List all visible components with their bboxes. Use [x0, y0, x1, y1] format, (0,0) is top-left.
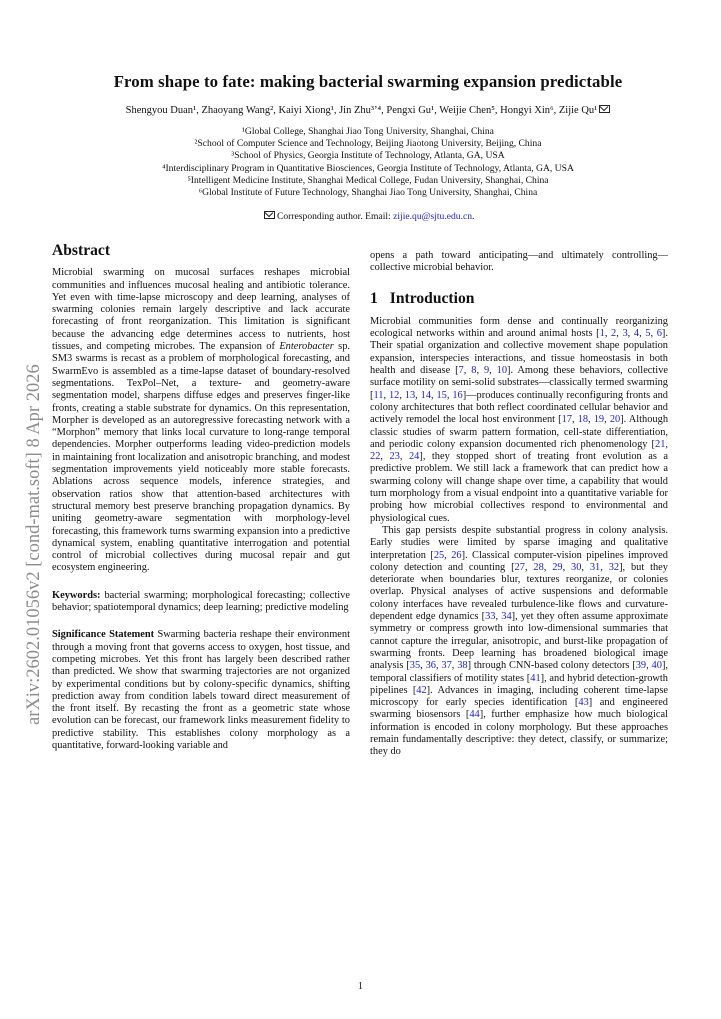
- abstract-text: Microbial swarming on mucosal surfaces reshapes microbial communities and influences mucosal healing and antibiotic tolerance. Yet even with time-lapse microscopy and deep learning, analyses of swarming colonies remain largely descriptive and lack accurate forecasting of front reorganization. This limitation is significant because the advancing edge determines access to nutrients, host tissues, and competing microbes. The expansion of: [52, 267, 350, 353]
- citation-link[interactable]: 27: [514, 561, 525, 573]
- page-number: 1: [357, 981, 364, 992]
- abstract-species: Enterobacter: [279, 341, 334, 353]
- citation-link[interactable]: 1: [599, 328, 605, 340]
- citation-link[interactable]: 21: [655, 438, 666, 450]
- citation-link[interactable]: 2: [611, 328, 617, 340]
- citation-link[interactable]: 43: [578, 697, 589, 709]
- section-title: Introduction: [389, 289, 475, 307]
- corresponding-text: Corresponding author. Email:: [274, 211, 394, 222]
- affiliations: [60, 126, 676, 199]
- citation-link[interactable]: 41: [530, 672, 541, 684]
- left-column: [52, 242, 351, 752]
- keywords: [52, 590, 350, 615]
- abstract-text-rest: sp. SM3 swarms is recast as a problem of morphological forecasting, and SwarmEvo is assembled as a time-lapse dataset of boundary-resolved segmentations. TexPol–Net, a texture- and geometry-aware segmentation model, sharpens diffuse edges and preserves finger-like fronts, creating a stable substrate for dynamics. On this representation, Morpher is developed as an autoregressive forecasting network with a “Morphon” memory that links local curvature to long-range temporal dependencies. Morpher outperforms leading video-prediction models in maintaining front localization and anisotropic branching, and modest segmentation improvements yield noticeably more stable forecasts. Ablations across sequence models, inference strategies, and observation ratios show that attention-based architectures with structural memory best preserve branching propagation dynamics. By uniting geometry-aware segmentation with morphology-level forecasting, this framework turns swarming expansion into a predictive dynamical system, enabling quantitative interrogation and potential control of microbial collectives during mucosal repair and gut ecosystem engineering.: [52, 341, 351, 574]
- citation-link[interactable]: 20: [609, 414, 621, 426]
- citation-link[interactable]: 44: [469, 709, 480, 721]
- affiliation: ⁶Global Institute of Future Technology, Shanghai Jiao Tong University, Shanghai, China: [198, 187, 538, 199]
- envelope-icon: [264, 211, 275, 219]
- citation-link[interactable]: 35: [409, 660, 421, 672]
- citation-link[interactable]: 19: [593, 414, 605, 426]
- citation-link[interactable]: 12: [388, 389, 400, 401]
- keywords-text: bacterial swarming; morphological forecasting; collective behavior; spatiotemporal dynamics; deep learning; predictive modeling: [52, 589, 350, 614]
- citation-link[interactable]: 15: [436, 389, 447, 401]
- right-column: [370, 250, 668, 759]
- citation-link[interactable]: 8: [471, 365, 477, 377]
- keywords-label: Keywords:: [52, 589, 101, 601]
- affiliation: ⁴Interdisciplinary Program in Quantitative Biosciences, Georgia Institute of Technology, Atlanta, GA, USA: [162, 162, 574, 174]
- citation-link[interactable]: 36: [425, 660, 436, 672]
- citation-link[interactable]: 10: [496, 365, 508, 377]
- author-names: Shengyou Duan¹, Zhaoyang Wang², Kaiyi Xiong¹, Jin Zhu³ʼ⁴, Pengxi Gu¹, Weijie Chen⁵, Hongyi Xin⁶, Zijie Qu¹: [125, 105, 598, 116]
- citation-link[interactable]: 34: [501, 611, 512, 623]
- citation-link[interactable]: 24: [408, 451, 420, 463]
- intro-paragraph-1: Microbial communities form dense and continually reorganizing ecological networks within and around animal hosts [1, 2, 3, 4, 5, 6]. Their spatial organization and collective movement shape population expansion, interspecies interactions, and tissue homeostasis in both health and disease [7, 8, 9, 10]. Among these behaviors, collective surface motility on semi-solid substrates—classically termed swarming [11, 12, 13, 14, 15, 16]—produces continually reconfiguring fronts and colony architectures that both reflect coordinated cellular behavior and actively remodel the local host environment [17, 18, 19, 20]. Although classic studies of swarm pattern formation, cell-state differentiation, and periodic colony expansion documented rich phenomenology [21, 22, 23, 24], they stopped short of treating front evolution as a predictive problem. We still lack a framework that can predict how a swarming colony will change shape over time, a capability that would turn morphology from a visual endpoint into a quantitative variable for probing how microbial collectives respond to environmental and physiological cues.: [370, 315, 669, 524]
- citation-link[interactable]: 42: [416, 684, 427, 696]
- citation-link[interactable]: 22: [370, 451, 381, 463]
- introduction-heading: [370, 289, 668, 307]
- corresponding-end: .: [472, 211, 475, 222]
- citation-link[interactable]: 6: [656, 328, 662, 340]
- citation-link[interactable]: 25: [433, 549, 445, 561]
- citation-link[interactable]: 32: [608, 561, 620, 573]
- citation-link[interactable]: 31: [589, 561, 601, 573]
- citation-link[interactable]: 39: [635, 660, 647, 672]
- significance-statement: [52, 629, 350, 752]
- email-link[interactable]: zijie.qu@sjtu.edu.cn: [393, 211, 473, 222]
- citation-link[interactable]: 30: [571, 561, 582, 573]
- citation-link[interactable]: 33: [485, 611, 496, 623]
- significance-label: Significance Statement: [52, 629, 155, 641]
- citation-link[interactable]: 11: [373, 389, 384, 401]
- affiliation: ³School of Physics, Georgia Institute of Technology, Atlanta, GA, USA: [231, 150, 505, 162]
- paper-title: From shape to fate: making bacterial swarming expansion predictable: [113, 72, 623, 91]
- citation-link[interactable]: 14: [420, 389, 432, 401]
- citation-link[interactable]: 13: [404, 389, 416, 401]
- citation-link[interactable]: 18: [577, 414, 589, 426]
- affiliation: ²School of Computer Science and Technology, Beijing Jiaotong University, Beijing, China: [194, 138, 542, 150]
- intro-paragraph-2: This gap persists despite substantial progress in colony analysis. Early studies were limited by sparse imaging and qualitative interpretation [25, 26]. Classical computer-vision pipelines improved colony detection and counting [27, 28, 29, 30, 31, 32], but they deteriorate when boundaries blur, textures reorganize, or colonies overlap. Physical analyses of active suspensions and deformable colony interfaces have revealed turbulence-like flows and curvature-dependent edge dynamics [33, 34], yet they often assume approximate symmetry or compress growth into low-dimensional summaries that cannot capture the irregular, anisotropic, and burst-like propagation of swarming fronts. Deep learning has broadened biological image analysis [35, 36, 37, 38] through CNN-based colony detectors [39, 40], temporal classifiers of motility states [41], and hybrid detection-growth pipelines [42]. Advances in imaging, including coherent time-lapse microscopy for early species identification [43] and engineered swarming biosensors [44], further emphasize how much biological information is encoded in colony morphology. But these approaches remain fundamentally descriptive: they detect, classify, or summarize; they do: [370, 524, 668, 758]
- citation-link[interactable]: 5: [645, 328, 651, 340]
- abstract-heading: Abstract: [52, 242, 111, 259]
- citation-link[interactable]: 29: [552, 561, 563, 573]
- significance-text-start: Swarming bacteria reshape their environment through a moving front that governs access to oxygen, host tissue, and competing microbes. Yet this front has largely been described rather than predicted. We show that swarming trajectories are not organized by experimental conditions but by colony-specific dynamics, shifting prediction away from condition labels toward direct measurement of the front itself. By recasting the front as a geometric state whose evolution can be forecast, our framework links measurement fidelity to predictive stability. This establishes colony morphology as a quantitative, forward-looking variable and: [52, 629, 350, 751]
- citation-link[interactable]: 7: [458, 365, 464, 377]
- corresponding-author: [60, 211, 676, 222]
- affiliation: ¹Global College, Shanghai Jiao Tong University, Shanghai, China: [242, 126, 494, 137]
- citation-link[interactable]: 3: [622, 328, 628, 340]
- significance-text-end: opens a path toward anticipating—and ultimately controlling—collective microbial behavior.: [370, 250, 668, 274]
- citation-link[interactable]: 16: [452, 389, 463, 401]
- abstract-body: [52, 267, 350, 574]
- citation-link[interactable]: 17: [561, 414, 572, 426]
- section-number: 1: [370, 289, 378, 307]
- citation-link[interactable]: 9: [483, 365, 490, 377]
- arxiv-identifier-text: arXiv:2602.01056v2 [cond-mat.soft] 8 Apr 2026: [24, 364, 44, 725]
- citation-link[interactable]: 38: [457, 660, 468, 672]
- citation-link[interactable]: 40: [651, 660, 662, 672]
- citation-link[interactable]: 37: [441, 660, 452, 672]
- citation-link[interactable]: 28: [533, 561, 544, 573]
- citation-link[interactable]: 23: [389, 451, 400, 463]
- citation-link[interactable]: 26: [451, 549, 462, 561]
- citation-link[interactable]: 4: [633, 328, 640, 340]
- envelope-icon: [599, 105, 610, 113]
- author-list: [40, 105, 696, 116]
- affiliation: ⁵Intelligent Medicine Institute, Shanghai Medical College, Fudan University, Shanghai, China: [187, 174, 549, 186]
